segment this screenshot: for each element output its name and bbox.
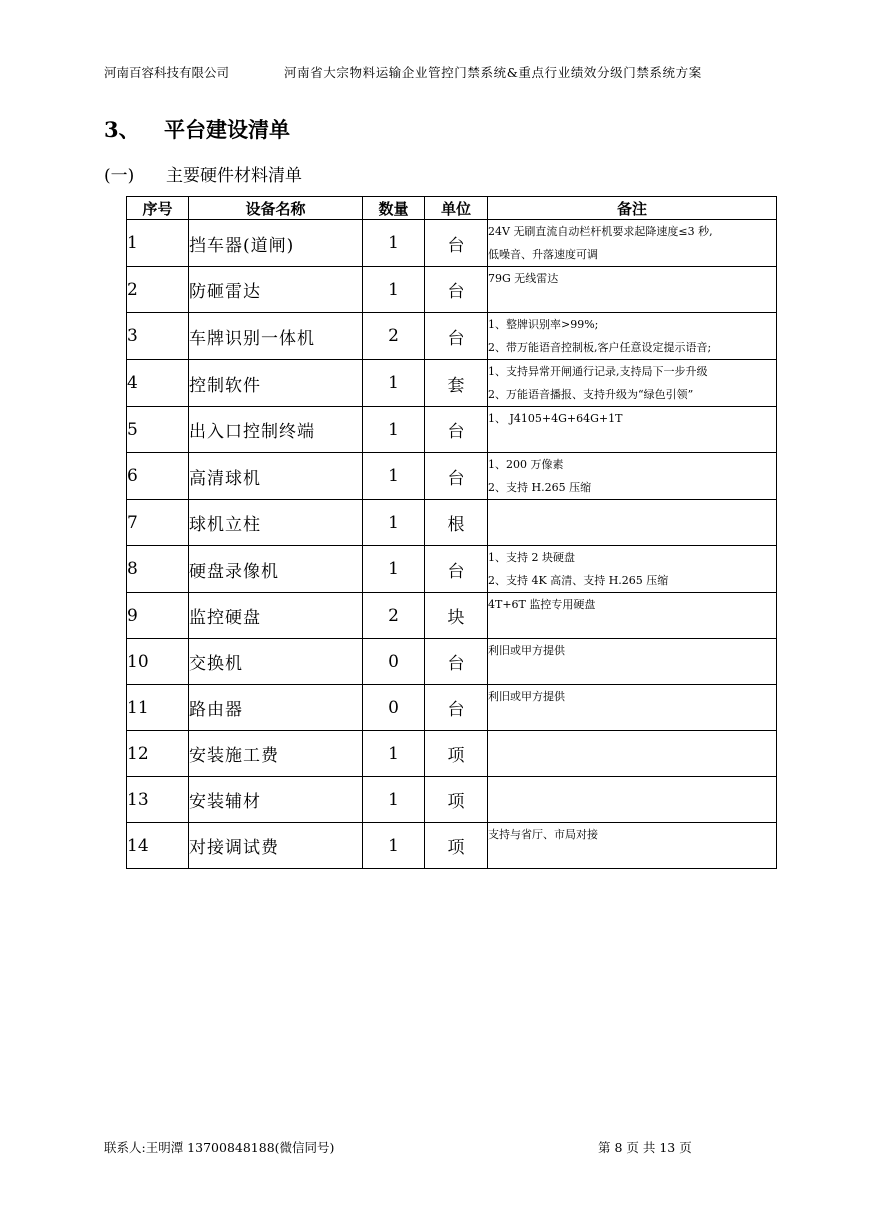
note-line: 1、整牌识别率>99%;	[488, 318, 599, 331]
table-row	[127, 546, 777, 593]
table-row	[127, 407, 777, 453]
item-number-cell: 1	[127, 220, 189, 267]
section-number: 3、	[104, 117, 140, 142]
item-name-cell: 安装辅材	[189, 777, 363, 823]
item-name-cell: 防砸雷达	[189, 267, 363, 313]
note-line: 2、支持 H.265 压缩	[488, 481, 592, 494]
section-title: 平台建设清单	[164, 117, 290, 142]
item-quantity-cell: 1	[363, 823, 425, 869]
table-row	[127, 313, 777, 360]
item-name-cell: 挡车器(道闸)	[189, 220, 363, 267]
item-quantity-cell: 1	[363, 360, 425, 407]
item-unit-cell: 块	[425, 593, 488, 639]
item-name-cell: 监控硬盘	[189, 593, 363, 639]
note-line: 2、支持 4K 高清、支持 H.265 压缩	[488, 574, 669, 587]
item-name-cell: 车牌识别一体机	[189, 313, 363, 360]
item-name-cell: 路由器	[189, 685, 363, 731]
footer-contact: 联系人:王明潭 13700848188(微信同号)	[104, 1140, 335, 1155]
item-note-cell	[488, 731, 777, 777]
item-note-cell	[488, 777, 777, 823]
item-unit-cell: 台	[425, 407, 488, 453]
table-row	[127, 267, 777, 313]
note-line: 2、带万能语音控制板,客户任意设定提示语音;	[488, 341, 712, 354]
item-quantity-cell: 2	[363, 313, 425, 360]
item-name-cell: 控制软件	[189, 360, 363, 407]
item-note-cell	[488, 267, 777, 313]
subsection-number: (一)	[104, 166, 135, 186]
column-header-name: 设备名称	[189, 197, 363, 220]
table-row	[127, 360, 777, 407]
item-unit-cell: 项	[425, 731, 488, 777]
item-note-cell	[488, 313, 777, 360]
item-note-cell	[488, 453, 777, 500]
item-quantity-cell: 2	[363, 593, 425, 639]
item-quantity-cell: 1	[363, 453, 425, 500]
item-name-cell: 高清球机	[189, 453, 363, 500]
item-number-cell: 13	[127, 777, 189, 823]
item-name-cell: 安装施工费	[189, 731, 363, 777]
item-unit-cell: 项	[425, 823, 488, 869]
item-note-cell	[488, 546, 777, 593]
note-line: 利旧或甲方提供	[488, 690, 565, 703]
item-unit-cell: 台	[425, 685, 488, 731]
item-name-cell: 对接调试费	[189, 823, 363, 869]
item-number-cell: 2	[127, 267, 189, 313]
table-header-row	[127, 197, 777, 220]
item-unit-cell: 项	[425, 777, 488, 823]
table-row	[127, 731, 777, 777]
table-row	[127, 685, 777, 731]
item-number-cell: 9	[127, 593, 189, 639]
item-number-cell: 10	[127, 639, 189, 685]
note-line: 4T+6T 监控专用硬盘	[488, 598, 596, 611]
note-line: 79G 无线雷达	[488, 272, 559, 285]
item-note-cell	[488, 500, 777, 546]
subsection-heading	[104, 161, 302, 186]
item-number-cell: 12	[127, 731, 189, 777]
item-note-cell	[488, 407, 777, 453]
table-row	[127, 639, 777, 685]
item-name-cell: 出入口控制终端	[189, 407, 363, 453]
item-unit-cell: 根	[425, 500, 488, 546]
table-row	[127, 220, 777, 267]
item-note-cell	[488, 639, 777, 685]
table-row	[127, 823, 777, 869]
item-quantity-cell: 1	[363, 546, 425, 593]
header-company: 河南百容科技有限公司	[104, 65, 230, 80]
item-number-cell: 14	[127, 823, 189, 869]
item-number-cell: 3	[127, 313, 189, 360]
note-line: 24V 无刷直流自动栏杆机要求起降速度≤3 秒,	[488, 225, 713, 238]
item-unit-cell: 台	[425, 267, 488, 313]
item-note-cell	[488, 360, 777, 407]
column-header-qty: 数量	[363, 197, 425, 220]
item-number-cell: 11	[127, 685, 189, 731]
item-number-cell: 8	[127, 546, 189, 593]
item-name-cell: 交换机	[189, 639, 363, 685]
item-unit-cell: 台	[425, 546, 488, 593]
item-unit-cell: 台	[425, 639, 488, 685]
item-number-cell: 5	[127, 407, 189, 453]
hardware-materials-table	[126, 196, 777, 869]
item-note-cell	[488, 823, 777, 869]
note-line: 1、 J4105+4G+64G+1T	[488, 412, 623, 425]
table-row	[127, 500, 777, 546]
item-unit-cell: 套	[425, 360, 488, 407]
footer-page-number: 第 8 页 共 13 页	[598, 1140, 692, 1155]
item-quantity-cell: 0	[363, 685, 425, 731]
item-name-cell: 球机立柱	[189, 500, 363, 546]
item-quantity-cell: 1	[363, 500, 425, 546]
table-row	[127, 453, 777, 500]
note-line: 支持与省厅、市局对接	[488, 828, 598, 841]
item-name-cell: 硬盘录像机	[189, 546, 363, 593]
item-quantity-cell: 1	[363, 267, 425, 313]
column-header-no: 序号	[127, 197, 189, 220]
note-line: 低噪音、升落速度可调	[488, 248, 598, 261]
item-unit-cell: 台	[425, 313, 488, 360]
item-unit-cell: 台	[425, 220, 488, 267]
item-number-cell: 4	[127, 360, 189, 407]
note-line: 利旧或甲方提供	[488, 644, 565, 657]
item-quantity-cell: 0	[363, 639, 425, 685]
item-quantity-cell: 1	[363, 731, 425, 777]
item-note-cell	[488, 685, 777, 731]
item-quantity-cell: 1	[363, 777, 425, 823]
item-unit-cell: 台	[425, 453, 488, 500]
table-row	[127, 777, 777, 823]
item-quantity-cell: 1	[363, 407, 425, 453]
item-quantity-cell: 1	[363, 220, 425, 267]
header-document-title: 河南省大宗物料运输企业管控门禁系统&重点行业绩效分级门禁系统方案	[284, 65, 702, 80]
note-line: 2、万能语音播报、支持升级为“绿色引领”	[488, 388, 694, 401]
table-row	[127, 593, 777, 639]
subsection-title: 主要硬件材料清单	[166, 166, 302, 186]
item-note-cell	[488, 220, 777, 267]
item-note-cell	[488, 593, 777, 639]
item-number-cell: 7	[127, 500, 189, 546]
note-line: 1、200 万像素	[488, 458, 564, 471]
column-header-unit: 单位	[425, 197, 488, 220]
column-header-note: 备注	[488, 197, 777, 220]
item-number-cell: 6	[127, 453, 189, 500]
section-heading	[104, 114, 290, 144]
note-line: 1、支持 2 块硬盘	[488, 551, 575, 564]
note-line: 1、支持异常开闸通行记录,支持局下一步升级	[488, 365, 708, 378]
